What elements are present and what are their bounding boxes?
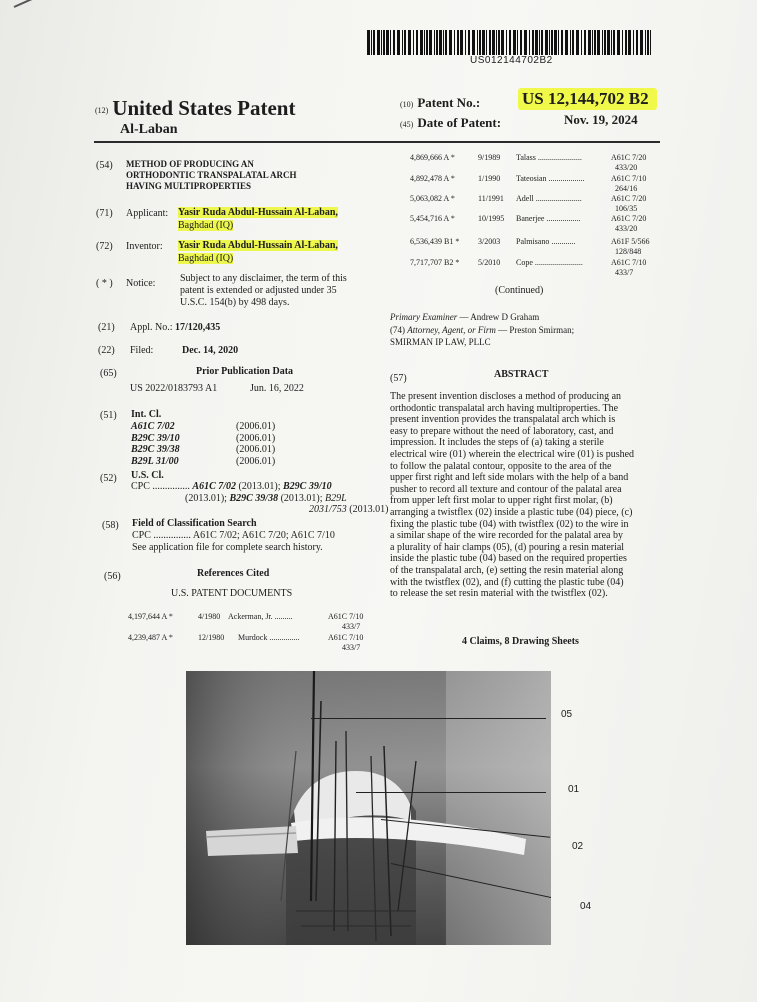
reference-row: 7,717,707 B2 * 5/2010 Cope ........................ A61C 7/10 — [410, 258, 647, 267]
field-72-code: (72) — [96, 241, 113, 252]
drawing-label-04: 04 — [580, 901, 592, 912]
date-label: (45) Date of Patent: — [400, 115, 502, 130]
abstract-line: The present invention discloses a method of producing an — [390, 391, 622, 402]
int-cl-row: A61C 7/02 (2006.01) — [131, 421, 276, 432]
reference-row: 5,063,082 A * 11/1991 Adell ....................... A61C 7/20 — [410, 194, 647, 203]
primary-examiner: Primary Examiner — Andrew D Graham — [390, 312, 540, 322]
reference-subclass: 433/7 — [615, 268, 634, 277]
reference-subclass: 128/848 — [615, 247, 642, 256]
drawing-label-01: 01 — [568, 784, 580, 795]
applicant-label: Applicant: — [126, 208, 169, 219]
reference-row: 4,892,478 A * 1/1990 Tateosian .................. A61C 7/10 — [410, 174, 647, 183]
abstract-line: present invention provides the transpalatal arch which is — [390, 414, 616, 426]
reference-row: 4,239,487 A * 12/1980 Murdock ............... A61C 7/10 — [128, 633, 364, 642]
int-cl-row: B29C 39/38 (2006.01) — [131, 444, 276, 455]
drawing-label-05: 05 — [561, 709, 573, 720]
filed-label: Filed: — [130, 345, 154, 356]
us-cl-title: U.S. Cl. — [131, 470, 164, 481]
notice-text: Subject to any disclaimer, the term of this patent is extended or adjusted under 35 U.S.C. 154(b) by 498 days. — [180, 273, 347, 308]
abstract-line: from upper left first molar to upper right first molar, (b) — [390, 495, 613, 507]
us-patent-docs-title: U.S. PATENT DOCUMENTS — [171, 588, 293, 599]
abstract-line: upper first right and left side molars with the help of a band — [390, 472, 629, 484]
patent-number-label: (10) Patent No.: — [400, 95, 481, 110]
field-58-code: (58) — [102, 520, 119, 531]
notice-code: ( * ) — [96, 278, 113, 289]
barcode-number: US012144702B2 — [470, 55, 553, 66]
int-cl-row: B29L 31/00 (2006.01) — [131, 455, 276, 467]
barcode — [367, 30, 651, 55]
patent-number: US 12,144,702 B2 — [518, 88, 657, 110]
field-71-code: (71) — [96, 208, 113, 219]
patent-title-block: (12) United States Patent — [95, 96, 296, 120]
abstract-title: ABSTRACT — [494, 369, 549, 380]
invention-title: METHOD OF PRODUCING AN ORTHODONTIC TRANSPALATAL ARCH HAVING MULTIPROPERTIES — [126, 159, 297, 191]
leader-05 — [311, 718, 546, 719]
abstract-line: impression. It includes the steps of (a) taking a sterile — [390, 437, 604, 449]
search-field-note: See application file for complete search history. — [132, 542, 323, 553]
field-56-code: (56) — [104, 571, 121, 582]
header-rule — [94, 141, 660, 143]
notice-label: Notice: — [126, 278, 156, 289]
filed-date: Dec. 14, 2020 — [182, 345, 239, 356]
int-cl-row: B29C 39/10 (2006.01) — [131, 432, 276, 444]
inventor-name: Yasir Ruda Abdul-Hussain Al-Laban, — [178, 240, 338, 251]
reference-row: 6,536,439 B1 * 3/2003 Palmisano ............ A61F 5/566 — [410, 237, 650, 246]
field-65-code: (65) — [100, 368, 117, 379]
references-title: References Cited — [197, 568, 270, 579]
field-51-code: (51) — [100, 410, 117, 421]
int-cl-title: Int. Cl. — [131, 409, 162, 420]
abstract-text — [390, 391, 634, 600]
patent-drawing — [186, 671, 551, 945]
reference-subclass: 433/7 — [342, 643, 361, 652]
field-22-code: (22) — [98, 345, 115, 356]
field-52-code: (52) — [100, 473, 117, 484]
claims-count: 4 Claims, 8 Drawing Sheets — [462, 636, 579, 647]
field-54-code: (54) — [96, 160, 113, 171]
attorney: (74) Attorney, Agent, or Firm — Preston Smirman; — [390, 325, 575, 335]
prior-pub-number: US 2022/0183793 A1 — [130, 383, 218, 394]
appl-no: Appl. No.: 17/120,435 — [130, 322, 221, 333]
abstract-line: fixing the plastic tube (04) with twistflex (02) to the wire in — [390, 518, 629, 530]
patent-date: Nov. 19, 2024 — [564, 112, 638, 127]
drawing-image — [186, 671, 551, 945]
abstract-line: of the transpalatal arch, (e) setting the resin material along — [390, 564, 624, 576]
us-cl-text: CPC ............... A61C 7/02 (2013.01); B29C 39/10 (2013.01); B29C 39/38 (2013.01); B29L 2031/753 (2013.01) — [131, 481, 389, 515]
abstract-line: inside the plastic tube (04) based on the required properties — [390, 553, 627, 565]
applicant-name: Yasir Ruda Abdul-Hussain Al-Laban, — [178, 207, 338, 218]
abstract-line: with the twistflex (02), and (f) cutting the plastic tube (04) — [390, 576, 624, 588]
prior-pub-title: Prior Publication Data — [196, 366, 294, 377]
inventor-surname: Al-Laban — [120, 122, 178, 137]
prior-pub-date: Jun. 16, 2022 — [250, 383, 304, 394]
abstract-code: (57) — [390, 373, 407, 384]
patent-title: United States Patent — [112, 96, 296, 120]
abstract-line: arranging a twistflex (02) inside a plastic tube (04) piece, (c) — [390, 506, 633, 518]
inventor-label: Inventor: — [126, 241, 163, 252]
search-field-cpc: CPC ............... A61C 7/02; A61C 7/20; A61C 7/10 — [132, 530, 335, 541]
reference-subclass: 264/16 — [615, 184, 638, 193]
pen-mark — [14, 0, 57, 8]
applicant-place: Baghdad (IQ) — [178, 220, 234, 231]
reference-row: 4,869,666 A * 9/1989 Talass ...................... A61C 7/20 — [410, 153, 647, 162]
abstract-line: a similar shape of the wire recorded for the palatal area by — [390, 530, 623, 542]
reference-subclass: 433/7 — [342, 622, 361, 631]
abstract-line: orthodontic transpalatal arch having multiproperties. The — [390, 402, 619, 414]
reference-row: 4,197,644 A * 4/1980 Ackerman, Jr. ......... A61C 7/10 — [128, 612, 364, 621]
field-21-code: (21) — [98, 322, 115, 333]
drawing-label-02: 02 — [572, 841, 584, 852]
reference-row: 5,454,716 A * 10/1995 Banerjee ................. A61C 7/20 — [410, 214, 647, 223]
attorney-firm: SMIRMAN IP LAW, PLLC — [390, 337, 491, 347]
continued-note: (Continued) — [495, 285, 544, 296]
reference-subclass: 433/20 — [615, 224, 638, 233]
reference-subclass: 106/35 — [615, 204, 638, 213]
abstract-line: electrical wire (01) wherein the electrical wire (01) is pushed — [390, 448, 635, 460]
reference-subclass: 433/20 — [615, 163, 638, 172]
search-field-title: Field of Classification Search — [132, 518, 257, 529]
leader-01 — [356, 792, 546, 793]
inventor-place: Baghdad (IQ) — [178, 253, 234, 264]
abstract-line: easy to prepare without the need of laboratory, cast, and — [390, 425, 614, 437]
abstract-line: a plurality of hair clamps (05), (d) pouring a resin material — [390, 541, 625, 553]
abstract-line: to release the set resin material with the twistflex (02). — [390, 588, 608, 600]
abstract-line: to follow the palatal contour, opposite to the area of the — [390, 460, 612, 472]
int-cl-table — [131, 421, 275, 467]
abstract-line: pusher to record all texture and contour of the palatal area — [390, 483, 622, 495]
